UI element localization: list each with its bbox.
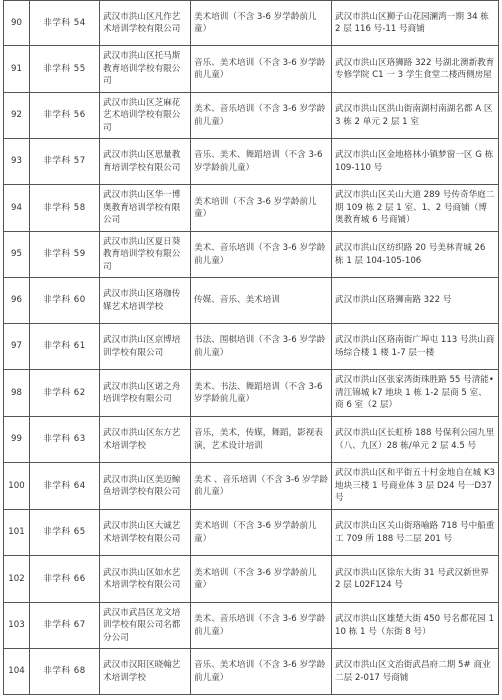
table-row [3,93,499,139]
school-address: 武汉市洪山区关山街珞喻路 718 号中船重工 709 所 188 号二层 201 号 [335,521,495,544]
training-scope-cell [190,324,331,369]
row-code: 非学科 60 [43,295,86,306]
school-name-cell [99,93,190,138]
school-name-cell [99,139,190,184]
school-address-cell [331,603,499,648]
row-number-cell [3,324,29,369]
training-scope: 美术培训（不含 3-6 岁学龄前儿童） [194,521,317,544]
school-name: 武汉市洪山区芝麻花艺术培训学校有限公司 [103,97,181,133]
school-name-cell [99,232,190,277]
school-address-cell [331,185,499,231]
school-name: 武汉市洪山区美迈鲸鱼培训学校有限公司 [103,474,181,497]
training-scope: 音乐，美术，传媒，舞蹈，影视表演，艺术设计培训 [194,428,323,451]
row-number-cell [3,185,29,231]
training-scope: 美术、书法、舞蹈培训（不含 3-6 岁学龄前儿童） [194,381,323,404]
school-name-cell [99,649,190,694]
row-code: 非学科 63 [43,434,86,445]
table-row [3,510,499,556]
school-name: 武汉市洪山区如水艺术培训学校有限公司 [103,567,181,590]
school-address-cell [331,463,499,509]
row-number: 103 [8,620,25,631]
row-code: 非学科 59 [43,249,86,260]
row-number: 101 [8,527,25,538]
table-row [3,417,499,463]
row-number: 94 [11,202,22,213]
row-code: 非学科 57 [43,156,86,167]
row-number-cell [3,139,29,184]
row-number-cell [3,370,29,416]
table-row [3,324,499,370]
training-scope: 美术培训（不含 3-6 岁学龄前儿童） [194,196,317,219]
table-row [3,46,499,93]
row-number: 102 [8,573,25,584]
row-code: 非学科 62 [43,387,86,398]
row-code-cell [29,278,99,323]
school-address-cell [331,556,499,602]
school-address-cell [331,46,499,92]
row-code: 非学科 66 [43,573,86,584]
row-code-cell [29,324,99,369]
school-address-cell [331,278,499,323]
training-scope-cell [190,370,331,416]
school-name-cell [99,417,190,462]
school-name: 武汉市洪山区诺之舟培训学校有限公司 [103,381,181,404]
row-number: 96 [11,295,22,306]
row-code: 非学科 64 [43,480,86,491]
row-code: 非学科 58 [43,202,86,213]
school-name-cell [99,510,190,555]
school-address: 武汉市洪山区长虹桥 188 号保利公园九里（八、九区）28 栋/单元 2 层 4.5 号 [335,428,495,451]
row-code-cell [29,603,99,648]
training-scope: 音乐、美术、舞蹈培训（不含 3-6 岁学龄前儿童） [194,150,323,173]
row-number: 90 [11,17,22,28]
school-name: 武汉市洪山区京博培训学校有限公司 [103,335,181,358]
row-code-cell [29,510,99,555]
school-name: 武汉市洪山区凡作艺术培训学校有限公司 [103,11,181,34]
table-row [3,649,499,695]
school-address: 武汉市洪山区徐东大街 31 号武汉新世界 2 层 L02F124 号 [335,567,489,590]
school-address: 武汉市洪山区雄楚大街 450 号名都花园 110 栋 1 号（东街 8 号） [335,614,494,637]
training-scope-cell [190,417,331,462]
training-scope-cell [190,556,331,602]
row-code: 非学科 68 [43,666,86,677]
school-address-cell [331,649,499,694]
school-address-cell [331,417,499,462]
school-name: 武汉市汉阳区晓翰艺术培训学校 [103,660,181,683]
row-number-cell [3,417,29,462]
training-scope: 音乐、美术培训（不含 3-6 岁学龄前儿童） [194,660,326,683]
row-code-cell [29,93,99,138]
school-address-cell [331,370,499,416]
row-number-cell [3,93,29,138]
table-row [3,0,499,46]
row-code-cell [29,463,99,509]
school-address: 武汉市洪山区狮子山花园澜湾一期 34 栋 2 层 116 号-11 号商铺 [335,11,489,34]
row-number-cell [3,232,29,277]
row-number-cell [3,649,29,694]
table-row [3,185,499,232]
school-name: 武汉市洪山区华一博奥教育培训学校有限公司 [103,190,181,226]
training-scope: 美术培训（不含 3-6 岁学龄前儿童） [194,11,317,34]
row-code: 非学科 65 [43,527,86,538]
row-number-cell [3,510,29,555]
table-row [3,463,499,510]
row-code: 非学科 55 [43,63,86,74]
training-scope-cell [190,278,331,323]
training-scope-cell [190,185,331,231]
school-name-cell [99,324,190,369]
table-row [3,556,499,603]
training-scope: 书法、围棋培训（不含 3-6 岁学龄前儿童） [194,335,326,358]
row-number-cell [3,603,29,648]
row-code-cell [29,46,99,92]
row-code-cell [29,417,99,462]
school-address: 武汉市洪山区金地格林小镇梦窗一区 G 栋 109-110 号 [335,150,494,173]
row-number-cell [3,556,29,602]
school-address: 武汉市洪山区关山大道 289 号传奇华庭二期 109 栋 2 层 1 室、1、2 号商铺（博奥教育城 6 号商铺） [335,190,495,226]
school-address: 武汉市洪山区和平街五十村金地自在城 K3 地块三楼 1 号商业体 3 层 D24 号一D37 号 [335,468,495,504]
row-code-cell [29,139,99,184]
school-address: 武汉市洪山区纺织路 20 号美林青城 26 栋 1 层 104-105-106 [335,243,486,266]
school-address: 武汉市洪山区洪山街南湖村南湖名都 A 区 3 栋 2 单元 2 层 1 室 [335,104,493,127]
school-address: 武汉市洪山区张家湾街珠胜路 55 号清能•清江锦城 k7 地块 1 栋 1-2 层商 5 室、商 6 室（2 层） [335,375,494,411]
table-row [3,232,499,278]
school-name: 武汉市武昌区龙文培训学校有限公司名都分公司 [103,607,181,643]
row-number-cell [3,278,29,323]
row-number: 92 [11,110,22,121]
table-row [3,139,499,185]
school-address-cell [331,232,499,277]
row-code: 非学科 54 [43,17,86,28]
row-number-cell [3,463,29,509]
row-code: 非学科 61 [43,341,86,352]
school-name-cell [99,603,190,648]
school-name-cell [99,185,190,231]
school-address: 武汉市洪山区珞南街广埠屯 113 号洪山商场综合楼 1 楼 1-7 层一楼 [335,335,495,358]
row-number: 99 [11,434,22,445]
school-name-cell [99,278,190,323]
school-name-cell [99,463,190,509]
training-scope: 美术、音乐培训（不含 3-6 岁学龄前儿童） [194,614,326,637]
school-name-cell [99,46,190,92]
training-scope: 音乐、美术培训（不含 3-6 岁学龄前儿童） [194,57,326,80]
school-name: 武汉市洪山区东方艺术培训学校 [103,428,181,451]
row-number: 104 [8,666,25,677]
school-name-cell [99,1,190,45]
row-number: 91 [11,63,22,74]
training-scope-cell [190,603,331,648]
training-scope-cell [190,463,331,509]
table-row [3,603,499,649]
row-code-cell [29,370,99,416]
table-row [3,370,499,417]
row-number: 97 [11,341,22,352]
school-address-cell [331,93,499,138]
row-number: 98 [11,387,22,398]
school-address-cell [331,139,499,184]
table-row [3,278,499,324]
training-scope-cell [190,232,331,277]
training-scope: 美术、音乐培训（不含 3-6 岁学龄前儿童） [194,104,326,127]
school-name-cell [99,370,190,416]
row-number-cell [3,1,29,45]
training-scope: 传媒、音乐、美术培训 [194,295,280,306]
school-address: 武汉市洪山区珞狮南路 322 号 [335,295,452,306]
row-code-cell [29,556,99,602]
row-number: 95 [11,249,22,260]
training-scope-cell [190,1,331,45]
training-scope-cell [190,46,331,92]
training-scope-cell [190,649,331,694]
training-scope: 美术、音乐培训（不含 3-6 岁学龄前儿童） [194,243,326,266]
school-address-cell [331,1,499,45]
school-name: 武汉市洪山区夏日葵教育培训学校有限公司 [103,236,181,272]
school-name: 武汉市洪山区珞珈传媒艺术培训学校 [103,289,181,312]
school-name-cell [99,556,190,602]
row-code: 非学科 67 [43,620,86,631]
row-number: 93 [11,156,22,167]
school-address-cell [331,510,499,555]
school-name: 武汉市洪山区托马斯教育培训学校有限公司 [103,51,181,87]
row-code-cell [29,185,99,231]
training-scope-cell [190,139,331,184]
training-scope: 美术培训（不含 3-6 岁学龄前儿童） [194,567,317,590]
school-address: 武汉市洪山区珞狮路 322 号湖北澳新教育专修学院 C1 一 3 学生食堂二楼西侧房屋 [335,57,495,80]
school-address: 武汉市洪山区文治街武昌府二期 5# 商业二层 2-017 号商铺 [335,660,491,683]
school-address-cell [331,324,499,369]
row-code-cell [29,1,99,45]
row-code-cell [29,232,99,277]
row-number-cell [3,46,29,92]
school-name: 武汉市洪山区大诚艺术培训学校有限公司 [103,521,181,544]
row-number: 100 [8,480,25,491]
school-name: 武汉市洪山区思量教育培训学校有限公司 [103,150,181,173]
row-code-cell [29,649,99,694]
training-scope-cell [190,93,331,138]
training-scope: 美术 、音乐培训（不含 3-6 岁学龄前儿童） [194,474,328,497]
row-code: 非学科 56 [43,110,86,121]
training-scope-cell [190,510,331,555]
